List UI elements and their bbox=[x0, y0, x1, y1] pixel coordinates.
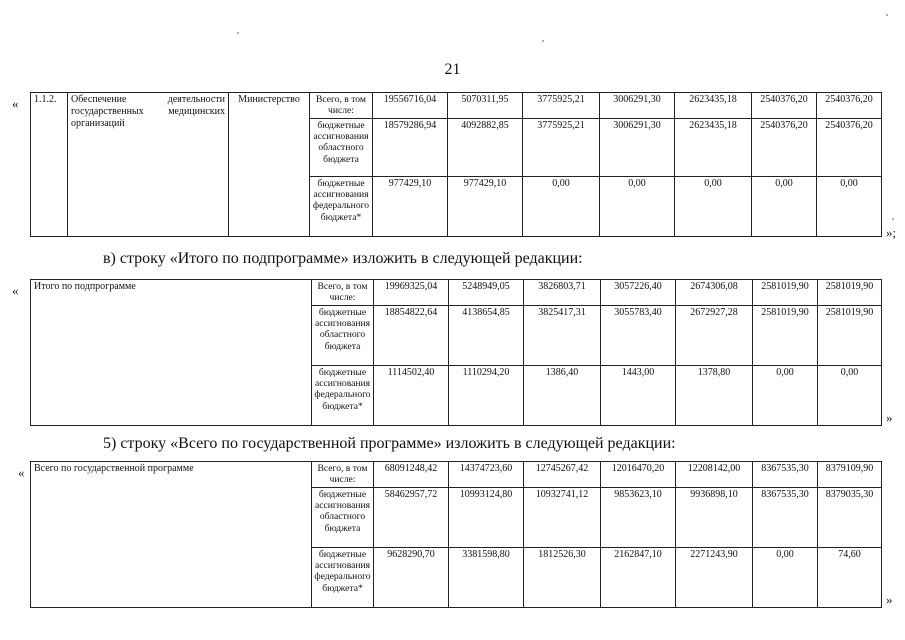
value-cell: 2162847,10 bbox=[601, 547, 676, 607]
value-cell: 3006291,30 bbox=[600, 118, 675, 176]
value-cell: 19969325,04 bbox=[374, 280, 449, 306]
value-cell: 12208142,00 bbox=[676, 462, 753, 488]
value-cell: 2540376,20 bbox=[817, 93, 882, 119]
value-cell: 3775925,21 bbox=[523, 93, 600, 119]
source-regional: бюджетные ассигнования областного бюджета bbox=[312, 305, 374, 365]
source-total: Всего, в том числе: bbox=[310, 93, 373, 119]
value-cell: 68091248,42 bbox=[374, 462, 449, 488]
open-quote-1: « bbox=[12, 96, 19, 111]
value-cell: 9936898,10 bbox=[676, 487, 753, 547]
source-regional: бюджетные ассигнования областного бюджета bbox=[312, 487, 374, 547]
scan-speck bbox=[542, 40, 544, 42]
item-executor: Министерство bbox=[229, 93, 310, 237]
value-cell: 12745267,42 bbox=[524, 462, 601, 488]
open-quote-3: « bbox=[18, 465, 25, 480]
source-regional: бюджетные ассигнования областного бюджета bbox=[310, 118, 373, 176]
value-cell: 1114502,40 bbox=[374, 365, 449, 425]
source-federal: бюджетные ассигнования федерального бюджета* bbox=[310, 176, 373, 236]
value-cell: 2672927,28 bbox=[676, 305, 753, 365]
subprogram-total-name: Итого по подпрограмме bbox=[31, 280, 312, 426]
value-cell: 14374723,60 bbox=[449, 462, 524, 488]
value-cell: 2540376,20 bbox=[752, 93, 817, 119]
program-total-name: Всего по государственной программе bbox=[31, 462, 312, 608]
value-cell: 3055783,40 bbox=[601, 305, 676, 365]
value-cell: 1443,00 bbox=[601, 365, 676, 425]
value-cell: 9628290,70 bbox=[374, 547, 449, 607]
value-cell: 3057226,40 bbox=[601, 280, 676, 306]
value-cell: 9853623,10 bbox=[601, 487, 676, 547]
value-cell: 0,00 bbox=[523, 176, 600, 236]
value-cell: 5248949,05 bbox=[449, 280, 524, 306]
value-cell: 18579286,94 bbox=[373, 118, 448, 176]
value-cell: 977429,10 bbox=[373, 176, 448, 236]
table-program-total bbox=[30, 461, 882, 608]
item-name: Обеспечение деятельности государственных медицинских организаций bbox=[68, 93, 229, 237]
value-cell: 0,00 bbox=[753, 365, 818, 425]
value-cell: 8367535,30 bbox=[753, 487, 818, 547]
source-federal: бюджетные ассигнования федерального бюджета* bbox=[312, 547, 374, 607]
caption-vsego: 5) строку «Всего по государственной программе» изложить в следующей редакции: bbox=[103, 435, 676, 452]
open-quote-2: « bbox=[12, 283, 19, 298]
scan-speck bbox=[892, 218, 894, 220]
value-cell: 3825417,31 bbox=[524, 305, 601, 365]
value-cell: 2581019,90 bbox=[818, 305, 882, 365]
value-cell: 2623435,18 bbox=[675, 93, 752, 119]
close-quote-3: » bbox=[886, 592, 893, 607]
value-cell: 0,00 bbox=[753, 547, 818, 607]
table-subprogram-item bbox=[30, 92, 882, 237]
value-cell: 977429,10 bbox=[448, 176, 523, 236]
value-cell: 2674306,08 bbox=[676, 280, 753, 306]
value-cell: 3006291,30 bbox=[600, 93, 675, 119]
value-cell: 4092882,85 bbox=[448, 118, 523, 176]
caption-itogo: в) строку «Итого по подпрограмме» изложить в следующей редакции: bbox=[103, 250, 583, 267]
value-cell: 3775925,21 bbox=[523, 118, 600, 176]
value-cell: 1110294,20 bbox=[449, 365, 524, 425]
value-cell: 0,00 bbox=[752, 176, 817, 236]
value-cell: 5070311,95 bbox=[448, 93, 523, 119]
value-cell: 12016470,20 bbox=[601, 462, 676, 488]
value-cell: 74,60 bbox=[818, 547, 882, 607]
item-code: 1.1.2. bbox=[31, 93, 68, 237]
value-cell: 58462957,72 bbox=[374, 487, 449, 547]
value-cell: 2581019,90 bbox=[753, 305, 818, 365]
value-cell: 8379035,30 bbox=[818, 487, 882, 547]
value-cell: 19556716,04 bbox=[373, 93, 448, 119]
value-cell: 3381598,80 bbox=[449, 547, 524, 607]
scan-speck bbox=[886, 14, 888, 16]
source-total: Всего, в том числе: bbox=[312, 462, 374, 488]
page-number: 21 bbox=[444, 61, 461, 78]
value-cell: 2271243,90 bbox=[676, 547, 753, 607]
value-cell: 1812526,30 bbox=[524, 547, 601, 607]
value-cell: 2540376,20 bbox=[752, 118, 817, 176]
source-federal: бюджетные ассигнования федерального бюджета* bbox=[312, 365, 374, 425]
value-cell: 0,00 bbox=[818, 365, 882, 425]
close-quote-1: »; bbox=[886, 225, 897, 240]
value-cell: 2623435,18 bbox=[675, 118, 752, 176]
value-cell: 4138654,85 bbox=[449, 305, 524, 365]
table-subprogram-total bbox=[30, 279, 882, 426]
value-cell: 8367535,30 bbox=[753, 462, 818, 488]
value-cell: 3826803,71 bbox=[524, 280, 601, 306]
value-cell: 18854822,64 bbox=[374, 305, 449, 365]
source-total: Всего, в том числе: bbox=[312, 280, 374, 306]
value-cell: 0,00 bbox=[600, 176, 675, 236]
value-cell: 1378,80 bbox=[676, 365, 753, 425]
scan-speck bbox=[237, 32, 239, 34]
value-cell: 1386,40 bbox=[524, 365, 601, 425]
value-cell: 2540376,20 bbox=[817, 118, 882, 176]
value-cell: 10993124,80 bbox=[449, 487, 524, 547]
value-cell: 2581019,90 bbox=[818, 280, 882, 306]
close-quote-2: » bbox=[886, 410, 893, 425]
value-cell: 10932741,12 bbox=[524, 487, 601, 547]
value-cell: 0,00 bbox=[817, 176, 882, 236]
value-cell: 0,00 bbox=[675, 176, 752, 236]
value-cell: 8379109,90 bbox=[818, 462, 882, 488]
value-cell: 2581019,90 bbox=[753, 280, 818, 306]
